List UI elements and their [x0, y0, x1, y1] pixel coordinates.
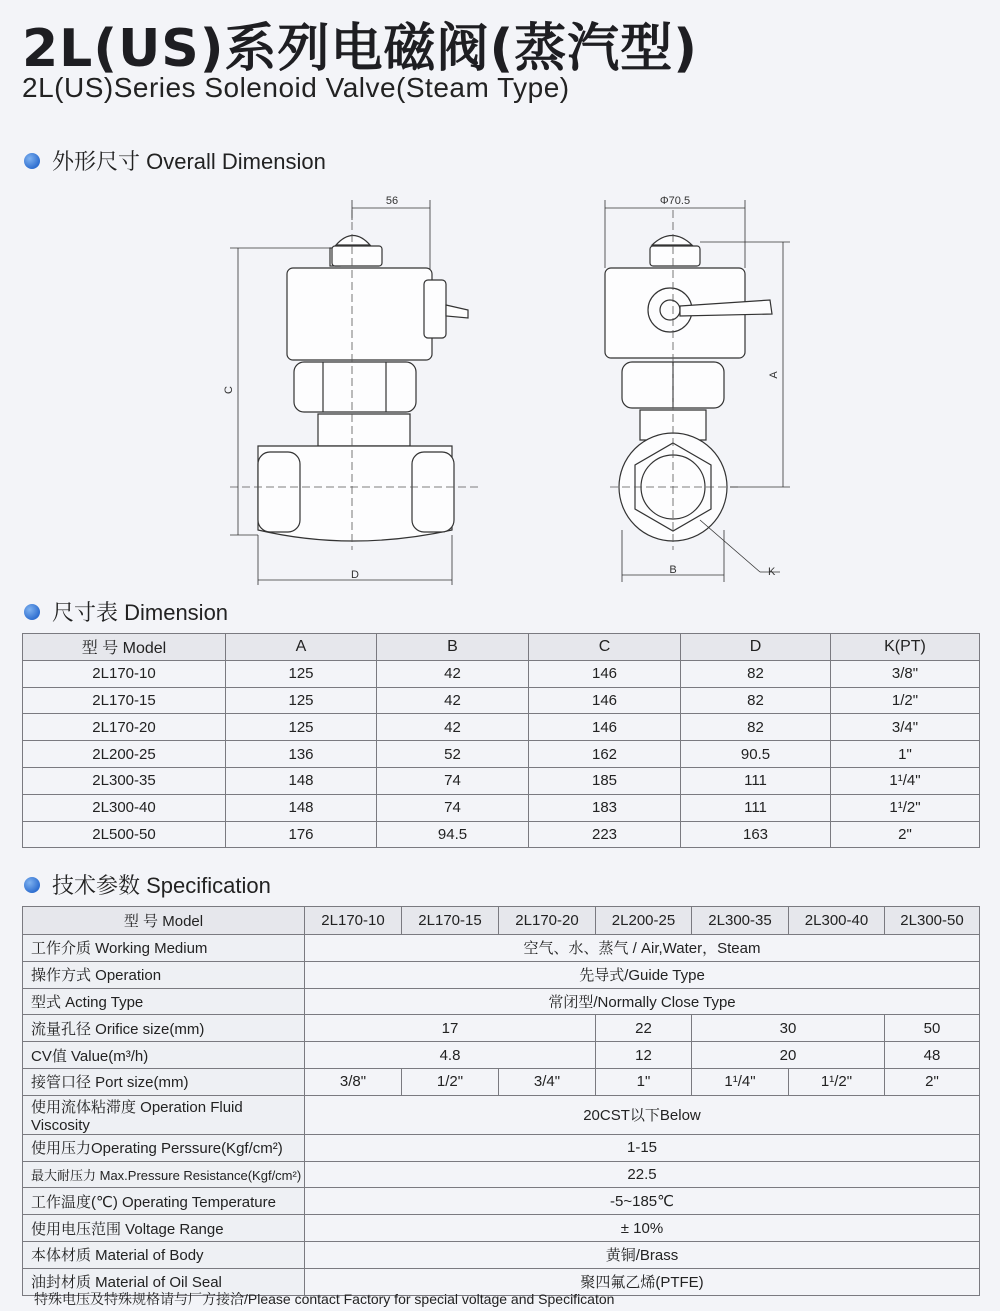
header-a: A [226, 634, 377, 661]
row-label: 型式 Acting Type [23, 988, 305, 1015]
table-row [23, 687, 980, 714]
header-model-7: 2L300-50 [885, 907, 980, 935]
orifice-value: 17 [305, 1015, 596, 1042]
header-model: 型 号 Model [23, 907, 305, 935]
cell-a: 125 [226, 714, 377, 741]
header-model-5: 2L300-35 [692, 907, 789, 935]
port-value: 3/8" [305, 1068, 402, 1095]
cell-b: 42 [377, 660, 529, 687]
orifice-value: 30 [692, 1015, 885, 1042]
row-label: 接管口径 Port size(mm) [23, 1068, 305, 1095]
page-title-en: 2L(US)Series Solenoid Valve(Steam Type) [22, 72, 570, 103]
port-value: 1¹/2" [789, 1068, 885, 1095]
header-c: C [529, 634, 681, 661]
section-specification [24, 869, 271, 900]
dimension-table [22, 633, 980, 848]
row-label: 使用电压范围 Voltage Range [23, 1215, 305, 1242]
table-row [23, 1188, 980, 1215]
table-row [23, 714, 980, 741]
cell-k: 3/4" [831, 714, 980, 741]
table-row [23, 741, 980, 768]
cell-b: 74 [377, 794, 529, 821]
cell-a: 136 [226, 741, 377, 768]
cell-k: 3/8" [831, 660, 980, 687]
row-value: 先导式/Guide Type [305, 961, 980, 988]
cell-k: 1" [831, 741, 980, 768]
cell-d: 111 [681, 794, 831, 821]
cell-a: 148 [226, 767, 377, 794]
row-label: 使用流体粘滞度 Operation Fluid Viscosity [23, 1095, 305, 1134]
cell-model: 2L170-15 [23, 687, 226, 714]
table-row [23, 794, 980, 821]
dim-a-label: A [768, 371, 780, 379]
header-model: 型 号 Model [23, 634, 226, 661]
cell-c: 146 [529, 660, 681, 687]
row-label: 使用压力Operating Perssure(Kgf/cm²) [23, 1134, 305, 1161]
row-value: 黄铜/Brass [305, 1241, 980, 1268]
row-label: 流量孔径 Orifice size(mm) [23, 1015, 305, 1042]
cell-d: 82 [681, 714, 831, 741]
cell-model: 2L170-10 [23, 660, 226, 687]
port-value: 1" [596, 1068, 692, 1095]
cv-value: 4.8 [305, 1042, 596, 1069]
header-model-6: 2L300-40 [789, 907, 885, 935]
side-body-nut [294, 362, 416, 412]
dim-phi-label: Φ70.5 [659, 195, 691, 207]
header-b: B [377, 634, 529, 661]
cell-d: 163 [681, 821, 831, 848]
bullet-icon [24, 604, 40, 620]
bullet-icon [24, 877, 40, 893]
cell-b: 94.5 [377, 821, 529, 848]
dim-k-label: K [768, 566, 776, 578]
port-value: 2" [885, 1068, 980, 1095]
dim-c-label: C [223, 386, 235, 394]
table-row [23, 1215, 980, 1242]
cell-k: 2" [831, 821, 980, 848]
cell-model: 2L200-25 [23, 741, 226, 768]
cell-c: 146 [529, 714, 681, 741]
cell-k: 1¹/4" [831, 767, 980, 794]
table-row [23, 821, 980, 848]
cell-model: 2L500-50 [23, 821, 226, 848]
cell-k: 1¹/2" [831, 794, 980, 821]
row-value: 1-15 [305, 1134, 980, 1161]
side-cap [336, 236, 370, 246]
table-header-row [23, 634, 980, 661]
section-title: 外形尺寸 Overall Dimension [52, 149, 326, 174]
row-value: 聚四氟乙烯(PTFE) [305, 1268, 980, 1295]
cell-d: 82 [681, 660, 831, 687]
valve-drawing [200, 190, 800, 590]
cell-c: 223 [529, 821, 681, 848]
cell-c: 146 [529, 687, 681, 714]
port-value: 1¹/4" [692, 1068, 789, 1095]
cell-c: 162 [529, 741, 681, 768]
cell-a: 125 [226, 660, 377, 687]
dim-d-label: D [351, 569, 359, 581]
header-model-1: 2L170-10 [305, 907, 402, 935]
cell-a: 176 [226, 821, 377, 848]
section-overall-dimension [24, 145, 326, 176]
cv-value: 20 [692, 1042, 885, 1069]
footnote: 特殊电压及特殊规格请与厂方接洽/Please contact Factory for special voltage and Specificaton [34, 1291, 615, 1307]
dim-56-label: 56 [385, 195, 399, 207]
orifice-value: 50 [885, 1015, 980, 1042]
cell-model: 2L300-35 [23, 767, 226, 794]
cell-k: 1/2" [831, 687, 980, 714]
table-row [23, 1015, 980, 1042]
cell-a: 125 [226, 687, 377, 714]
cell-d: 111 [681, 767, 831, 794]
page-title-cn: 2L(US)系列电磁阀(蒸汽型) [22, 19, 699, 79]
side-coil [287, 268, 432, 360]
section-title: 尺寸表 Dimension [52, 600, 229, 625]
table-row [23, 767, 980, 794]
row-value: 20CST以下Below [305, 1095, 980, 1134]
row-value: 常闭型/Normally Close Type [305, 988, 980, 1015]
row-value: 22.5 [305, 1161, 980, 1188]
specification-table [22, 906, 980, 1296]
orifice-value: 22 [596, 1015, 692, 1042]
cell-b: 42 [377, 714, 529, 741]
row-label: 工作介质 Working Medium [23, 935, 305, 962]
row-value: -5~185℃ [305, 1188, 980, 1215]
cell-d: 82 [681, 687, 831, 714]
row-label: 工作温度(℃) Operating Temperature [23, 1188, 305, 1215]
table-row [23, 1068, 980, 1095]
cell-c: 185 [529, 767, 681, 794]
section-title: 技术参数 Specification [52, 873, 271, 898]
cell-d: 90.5 [681, 741, 831, 768]
cell-b: 74 [377, 767, 529, 794]
side-nut [332, 246, 382, 266]
header-model-4: 2L200-25 [596, 907, 692, 935]
table-row [23, 935, 980, 962]
section-dimension [24, 596, 228, 627]
row-value: ± 10% [305, 1215, 980, 1242]
row-label: 油封材质 Material of Oil Seal [23, 1268, 305, 1295]
dim-b-label: B [669, 564, 677, 576]
table-row [23, 1241, 980, 1268]
row-label: 操作方式 Operation [23, 961, 305, 988]
table-row [23, 961, 980, 988]
header-model-3: 2L170-20 [499, 907, 596, 935]
cell-a: 148 [226, 794, 377, 821]
table-row [23, 660, 980, 687]
row-label: 最大耐压力 Max.Pressure Resistance(Kgf/cm²) [23, 1161, 305, 1188]
header-d: D [681, 634, 831, 661]
cv-value: 48 [885, 1042, 980, 1069]
cell-b: 42 [377, 687, 529, 714]
table-row [23, 1161, 980, 1188]
row-label: CV值 Value(m³/h) [23, 1042, 305, 1069]
header-model-2: 2L170-15 [402, 907, 499, 935]
table-row [23, 1095, 980, 1134]
row-value: 空气、水、蒸气 / Air,Water，Steam [305, 935, 980, 962]
table-row [23, 1042, 980, 1069]
port-value: 3/4" [499, 1068, 596, 1095]
cell-b: 52 [377, 741, 529, 768]
cv-value: 12 [596, 1042, 692, 1069]
table-header-row [23, 907, 980, 935]
table-row [23, 988, 980, 1015]
row-label: 本体材质 Material of Body [23, 1241, 305, 1268]
header-k: K(PT) [831, 634, 980, 661]
cell-c: 183 [529, 794, 681, 821]
bullet-icon [24, 153, 40, 169]
cell-model: 2L300-40 [23, 794, 226, 821]
cell-model: 2L170-20 [23, 714, 226, 741]
table-row [23, 1134, 980, 1161]
port-value: 1/2" [402, 1068, 499, 1095]
